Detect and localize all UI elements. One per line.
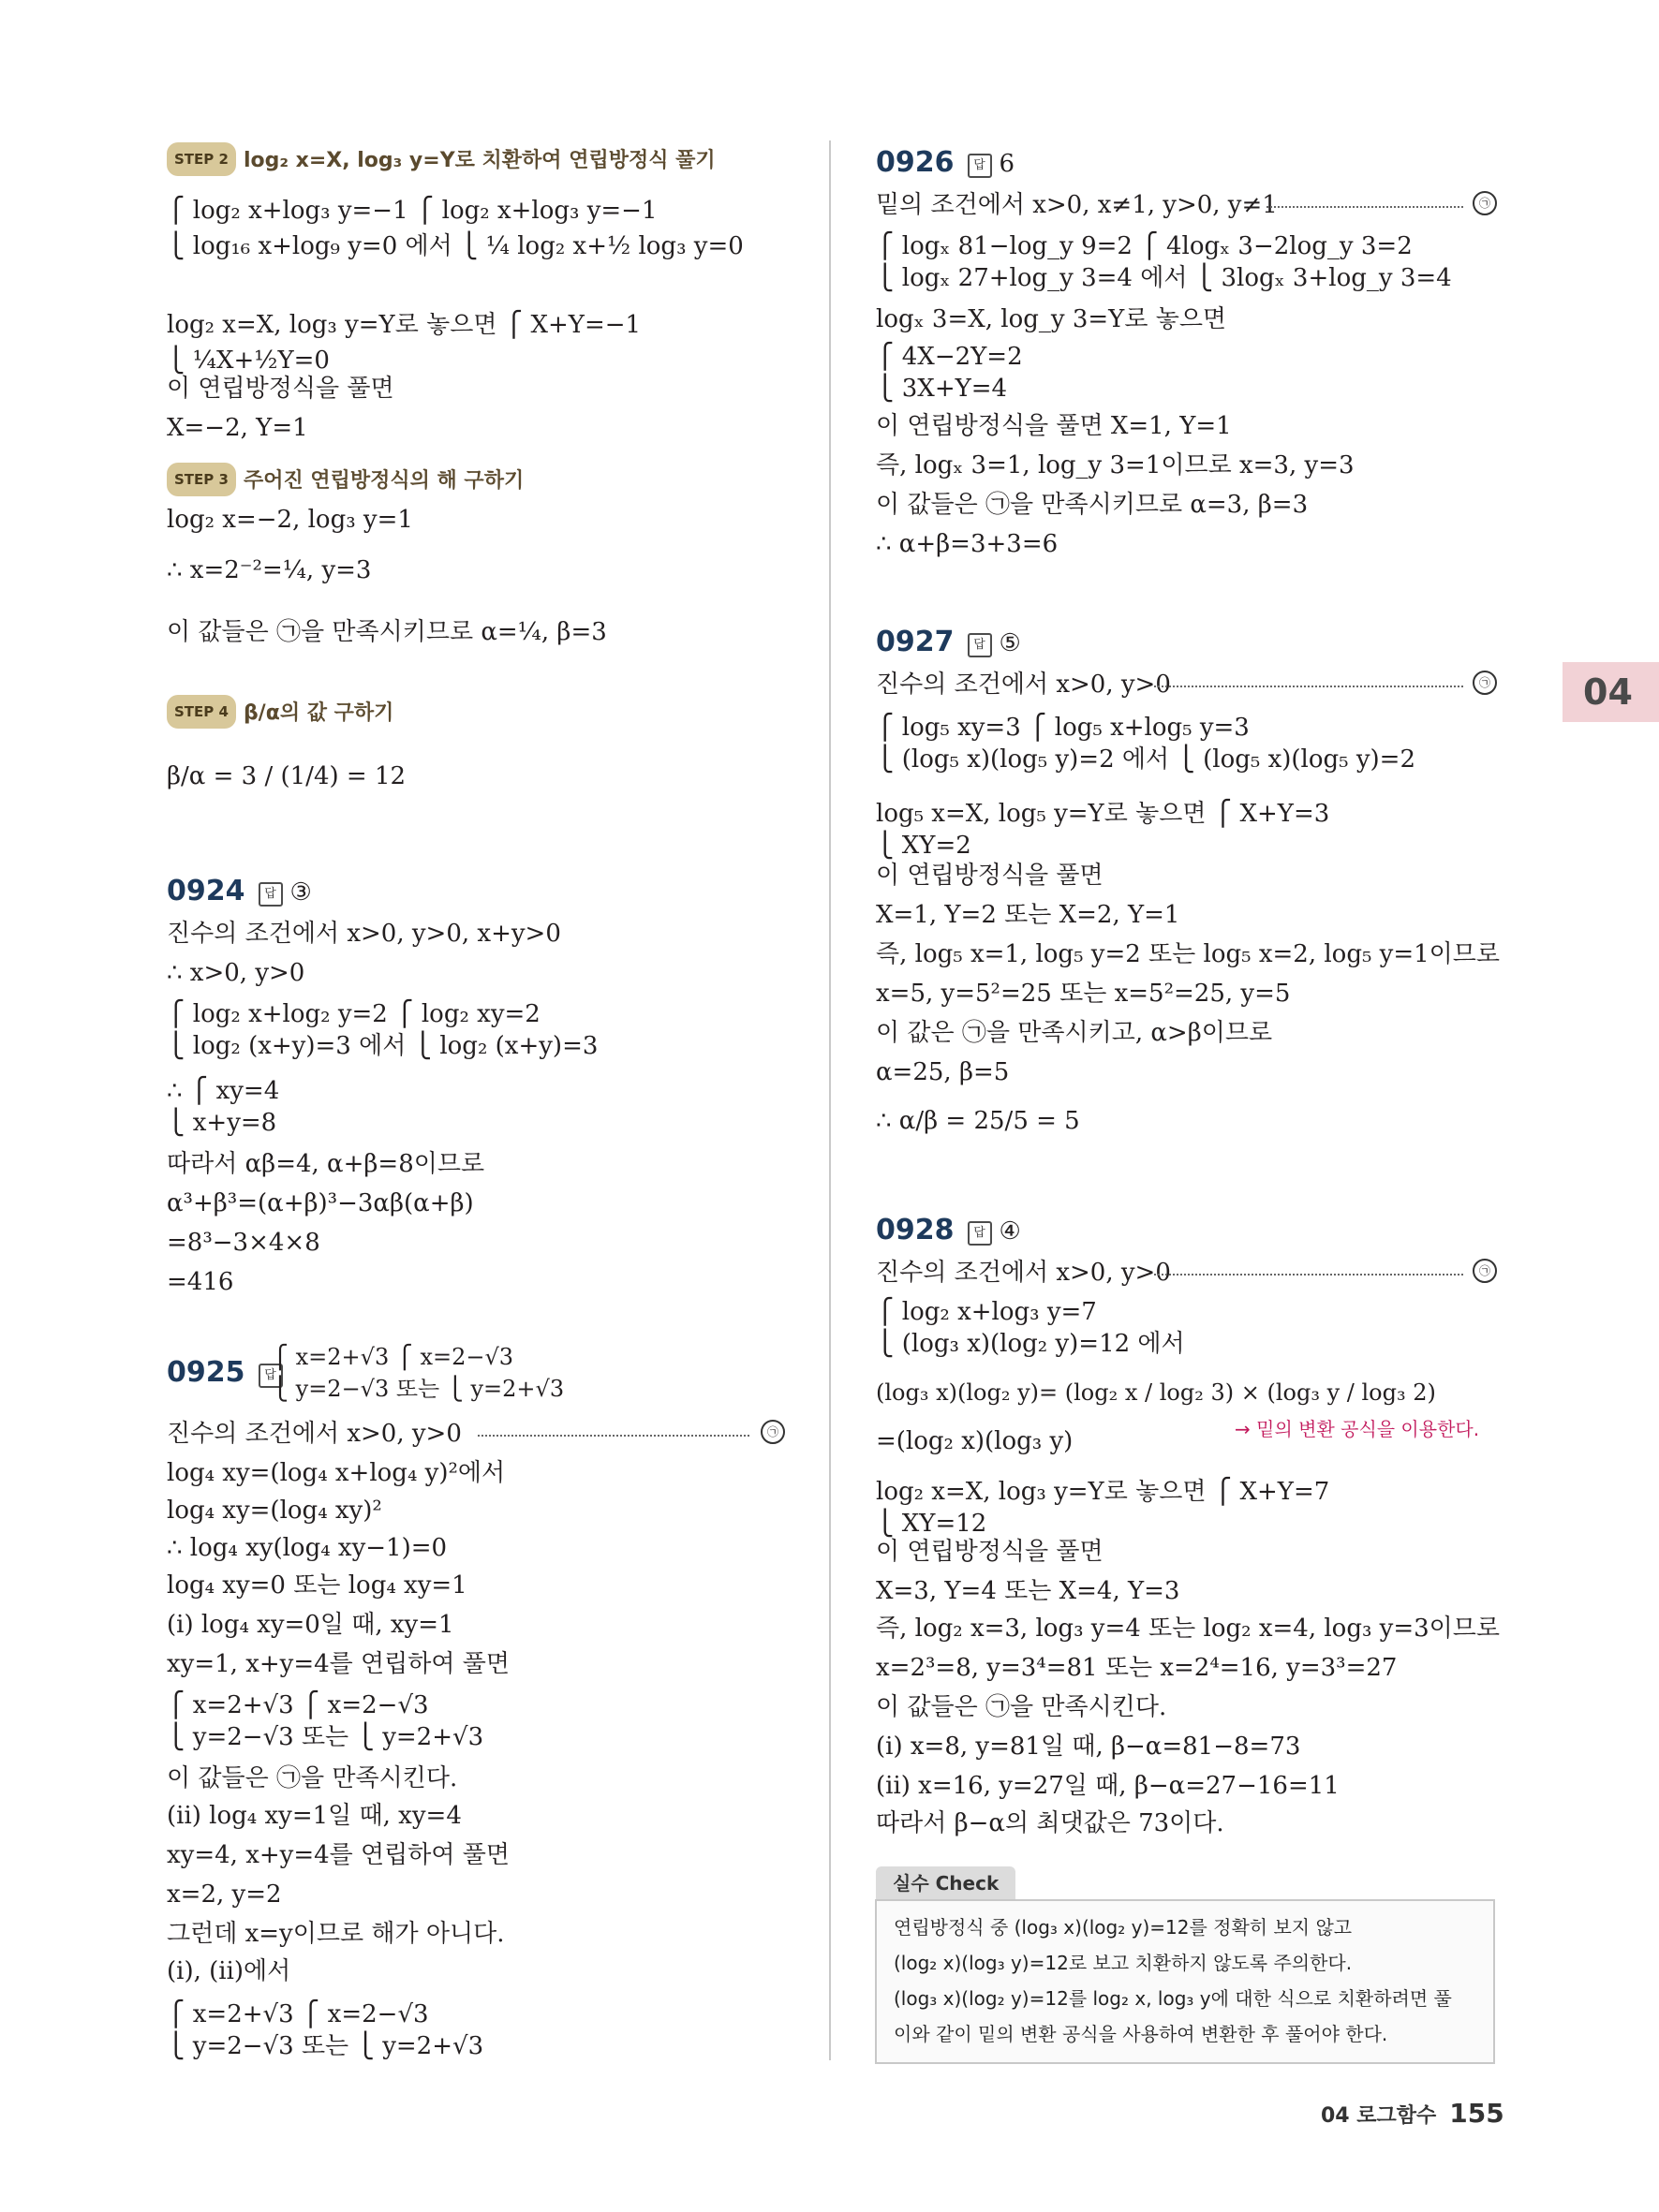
solution-line: 이 연립방정식을 풀면 X=1, Y=1	[876, 412, 1232, 440]
step2-title: log₂ x=X, log₃ y=Y로 치환하여 연립방정식 풀기	[243, 149, 716, 172]
solution-line: (log₃ x)(log₂ y)= (log₂ x / log₂ 3) × (log₃ y / log₃ 2)	[876, 1379, 1436, 1406]
circle-marker: ㉠	[1473, 191, 1497, 215]
solution-line: (ⅱ) x=16, y=27일 때, β−α=27−16=11	[876, 1772, 1340, 1800]
solution-line: X=1, Y=2 또는 X=2, Y=1	[876, 901, 1180, 929]
step4-title: β/α의 값 구하기	[243, 701, 394, 725]
leader-dots	[478, 1435, 749, 1437]
chapter-tab: 04	[1563, 662, 1659, 722]
page-footer	[1321, 2098, 1504, 2129]
solution-line: 이 값은 ㉠을 만족시키고, α>β이므로	[876, 1019, 1273, 1047]
step2-line: ⎩ log₁₆ x+log₉ y=0 에서 ⎩ ¼ log₂ x+½ log₃ y=0	[167, 232, 744, 260]
solution-line: ∴ x>0, y>0	[167, 959, 305, 987]
solution-line: ⎩ 3X+Y=4	[876, 375, 1008, 403]
solution-line: log₄ xy=(log₄ x+log₄ y)²에서	[167, 1459, 506, 1487]
answer-icon: 답	[968, 154, 992, 178]
column-divider	[829, 140, 831, 2060]
solution-line: 즉, log₂ x=3, log₃ y=4 또는 log₂ x=4, log₃ y=3이므로	[876, 1615, 1501, 1643]
solution-line: ∴ log₄ xy(log₄ xy−1)=0	[167, 1534, 448, 1562]
solution-line: logₓ 3=X, log_y 3=Y로 놓으면	[876, 305, 1227, 333]
problem-0926-header	[876, 144, 1015, 183]
answer-icon: 답	[968, 1221, 992, 1246]
answer-value: ④	[999, 1217, 1021, 1246]
solution-line: 따라서 β−α의 최댓값은 73이다.	[876, 1809, 1224, 1837]
page-number: 155	[1449, 2098, 1504, 2129]
solution-line: xy=1, x+y=4를 연립하여 풀면	[167, 1650, 511, 1678]
solution-line: 따라서 αβ=4, α+β=8이므로	[167, 1150, 485, 1178]
problem-number: 0924	[167, 875, 245, 907]
solution-line: =(log₂ x)(log₃ y)	[876, 1427, 1074, 1455]
solution-line: ⎩ (log₃ x)(log₂ y)=12 에서	[876, 1330, 1185, 1358]
solution-line: (ⅰ), (ⅱ)에서	[167, 1957, 291, 1985]
step3-line: ∴ x=2⁻²=¼, y=3	[167, 556, 372, 584]
leader-dots	[1266, 206, 1463, 208]
arrow-icon: →	[1235, 1418, 1257, 1440]
solution-line: ⎩ x+y=8	[167, 1109, 277, 1137]
solution-line: 즉, logₓ 3=1, log_y 3=1이므로 x=3, y=3	[876, 451, 1355, 479]
solution-line: 그런데 x=y이므로 해가 아니다.	[167, 1920, 505, 1948]
circle-marker: ㉠	[1473, 671, 1497, 695]
solution-line: 이 연립방정식을 풀면	[876, 1538, 1104, 1566]
solution-line: =8³−3×4×8	[167, 1229, 320, 1257]
problem-0927-header	[876, 624, 1021, 662]
solution-line: ⎧ log₅ xy=3 ⎧ log₅ x+log₅ y=3	[876, 714, 1250, 742]
solution-line: ⎧ logₓ 81−log_y 9=2 ⎧ 4logₓ 3−2log_y 3=2	[876, 232, 1413, 260]
note-box	[875, 1899, 1495, 2064]
solution-line: ∴ α+β=3+3=6	[876, 530, 1059, 558]
annotation-text: 밑의 변환 공식을 이용한다.	[1256, 1418, 1480, 1440]
step4-heading	[167, 695, 393, 730]
step2-line: 이 연립방정식을 풀면	[167, 375, 394, 403]
solution-line: ∴ α/β = 25/5 = 5	[876, 1107, 1080, 1135]
step2-tag: STEP 2	[167, 142, 236, 176]
solution-line: 이 값들은 ㉠을 만족시키므로 α=3, β=3	[876, 491, 1309, 519]
solution-line: ⎧ log₂ x+log₃ y=7	[876, 1298, 1097, 1326]
solution-line: x=2, y=2	[167, 1880, 282, 1909]
condition-line: 진수의 조건에서 x>0, y>0	[876, 671, 1171, 699]
answer-icon: 답	[968, 633, 992, 657]
solution-line: ⎧ x=2+√3 ⎧ x=2−√3	[167, 1691, 429, 1719]
note-line: (log₂ x)(log₃ y)=12로 보고 치환하지 않도록 주의한다.	[894, 1952, 1353, 1974]
solution-line: (ⅱ) log₄ xy=1일 때, xy=4	[167, 1802, 462, 1830]
solution-line: log₅ x=X, log₅ y=Y로 놓으면 ⎧ X+Y=3	[876, 800, 1330, 828]
solution-line: 이 값들은 ㉠을 만족시킨다.	[167, 1764, 458, 1792]
solution-line: ⎩ y=2−√3 또는 ⎩ y=2+√3	[167, 1723, 484, 1751]
problem-number: 0927	[876, 626, 955, 658]
solution-line: α=25, β=5	[876, 1058, 1010, 1086]
solution-line: ∴ ⎧ xy=4	[167, 1077, 280, 1105]
solution-line: α³+β³=(α+β)³−3αβ(α+β)	[167, 1189, 474, 1217]
note-label: 실수 Check	[876, 1866, 1015, 1900]
solution-line: (ⅰ) x=8, y=81일 때, β−α=81−8=73	[876, 1733, 1301, 1761]
solution-line: ⎩ log₂ (x+y)=3 에서 ⎩ log₂ (x+y)=3	[167, 1032, 599, 1060]
step3-line: log₂ x=−2, log₃ y=1	[167, 506, 413, 534]
solution-line: (ⅰ) log₄ xy=0일 때, xy=1	[167, 1611, 454, 1639]
solution-line: ⎧ x=2+√3 ⎧ x=2−√3	[167, 2000, 429, 2028]
answer-line: ⎧ x=2+√3 ⎧ x=2−√3	[272, 1344, 514, 1370]
step4-tag: STEP 4	[167, 695, 236, 729]
answer-value: ⑤	[999, 629, 1021, 657]
solution-line: 진수의 조건에서 x>0, y>0, x+y>0	[167, 920, 561, 948]
solution-line: =416	[167, 1268, 234, 1296]
solution-line: 이 값들은 ㉠을 만족시킨다.	[876, 1693, 1167, 1721]
solution-line: 즉, log₅ x=1, log₅ y=2 또는 log₅ x=2, log₅ y=1이므로	[876, 940, 1501, 968]
note-line: 이와 같이 밑의 변환 공식을 사용하여 변환한 후 풀어야 한다.	[894, 2023, 1388, 2045]
problem-0928-header	[876, 1212, 1021, 1250]
step2-line: X=−2, Y=1	[167, 414, 308, 442]
step2-heading	[167, 142, 716, 177]
solution-line: ⎩ XY=12	[876, 1510, 987, 1538]
solution-line: x=2³=8, y=3⁴=81 또는 x=2⁴=16, y=3³=27	[876, 1654, 1398, 1682]
problem-0924-header	[167, 873, 312, 911]
solution-line: xy=4, x+y=4를 연립하여 풀면	[167, 1841, 511, 1869]
problem-number: 0926	[876, 146, 955, 179]
condition-line: 진수의 조건에서 x>0, y>0	[167, 1420, 462, 1448]
step4-line: β/α = 3 / (1/4) = 12	[167, 762, 407, 790]
note-line: (log₃ x)(log₂ y)=12를 log₂ x, log₃ y에 대한 식으로 치환하려면 풀	[894, 1987, 1452, 2010]
leader-dots	[1154, 1274, 1463, 1276]
answer-value: ③	[289, 878, 312, 907]
answer-line: ⎩ y=2−√3 또는 ⎩ y=2+√3	[272, 1376, 565, 1402]
circle-marker: ㉠	[1473, 1259, 1497, 1283]
leader-dots	[1154, 686, 1463, 687]
solution-line: X=3, Y=4 또는 X=4, Y=3	[876, 1577, 1180, 1605]
condition-line: 밑의 조건에서 x>0, x≠1, y>0, y≠1	[876, 191, 1278, 219]
solution-line: log₂ x=X, log₃ y=Y로 놓으면 ⎧ X+Y=7	[876, 1478, 1330, 1506]
annotation-arrow-note	[1235, 1414, 1479, 1441]
step2-line: ⎧ log₂ x+log₃ y=−1 ⎧ log₂ x+log₃ y=−1	[167, 197, 658, 225]
solution-line: log₄ xy=(log₄ xy)²	[167, 1497, 382, 1525]
step2-line: log₂ x=X, log₃ y=Y로 놓으면 ⎧ X+Y=−1	[167, 311, 642, 339]
solution-line: ⎧ log₂ x+log₂ y=2 ⎧ log₂ xy=2	[167, 1000, 541, 1028]
solution-line: ⎩ XY=2	[876, 832, 971, 860]
step3-title: 주어진 연립방정식의 해 구하기	[243, 469, 525, 493]
solution-line: ⎩ (log₅ x)(log₅ y)=2 에서 ⎩ (log₅ x)(log₅ y)=2	[876, 745, 1415, 774]
solution-line: ⎩ y=2−√3 또는 ⎩ y=2+√3	[167, 2032, 484, 2060]
answer-value: 6	[999, 150, 1015, 178]
solution-line: 이 연립방정식을 풀면	[876, 862, 1104, 890]
step3-tag: STEP 3	[167, 463, 236, 496]
circle-marker: ㉠	[761, 1420, 785, 1444]
solution-line: ⎩ logₓ 27+log_y 3=4 에서 ⎩ 3logₓ 3+log_y 3=4	[876, 264, 1452, 292]
step3-line: 이 값들은 ㉠을 만족시키므로 α=¼, β=3	[167, 618, 607, 646]
condition-line: 진수의 조건에서 x>0, y>0	[876, 1259, 1171, 1287]
note-line: 연립방정식 중 (log₃ x)(log₂ y)=12를 정확히 보지 않고	[894, 1916, 1353, 1939]
solution-line: log₄ xy=0 또는 log₄ xy=1	[167, 1571, 467, 1600]
step2-line: ⎩ ¼X+½Y=0	[167, 347, 330, 375]
answer-icon: 답	[259, 882, 283, 907]
answer-icon: 답	[259, 1364, 283, 1388]
footer-chapter: 04 로그함수	[1321, 2104, 1437, 2128]
problem-number: 0928	[876, 1214, 955, 1246]
problem-number: 0925	[167, 1356, 245, 1389]
solution-line: ⎧ 4X−2Y=2	[876, 343, 1023, 371]
solution-line: x=5, y=5²=25 또는 x=5²=25, y=5	[876, 980, 1291, 1008]
step3-heading	[167, 463, 524, 497]
